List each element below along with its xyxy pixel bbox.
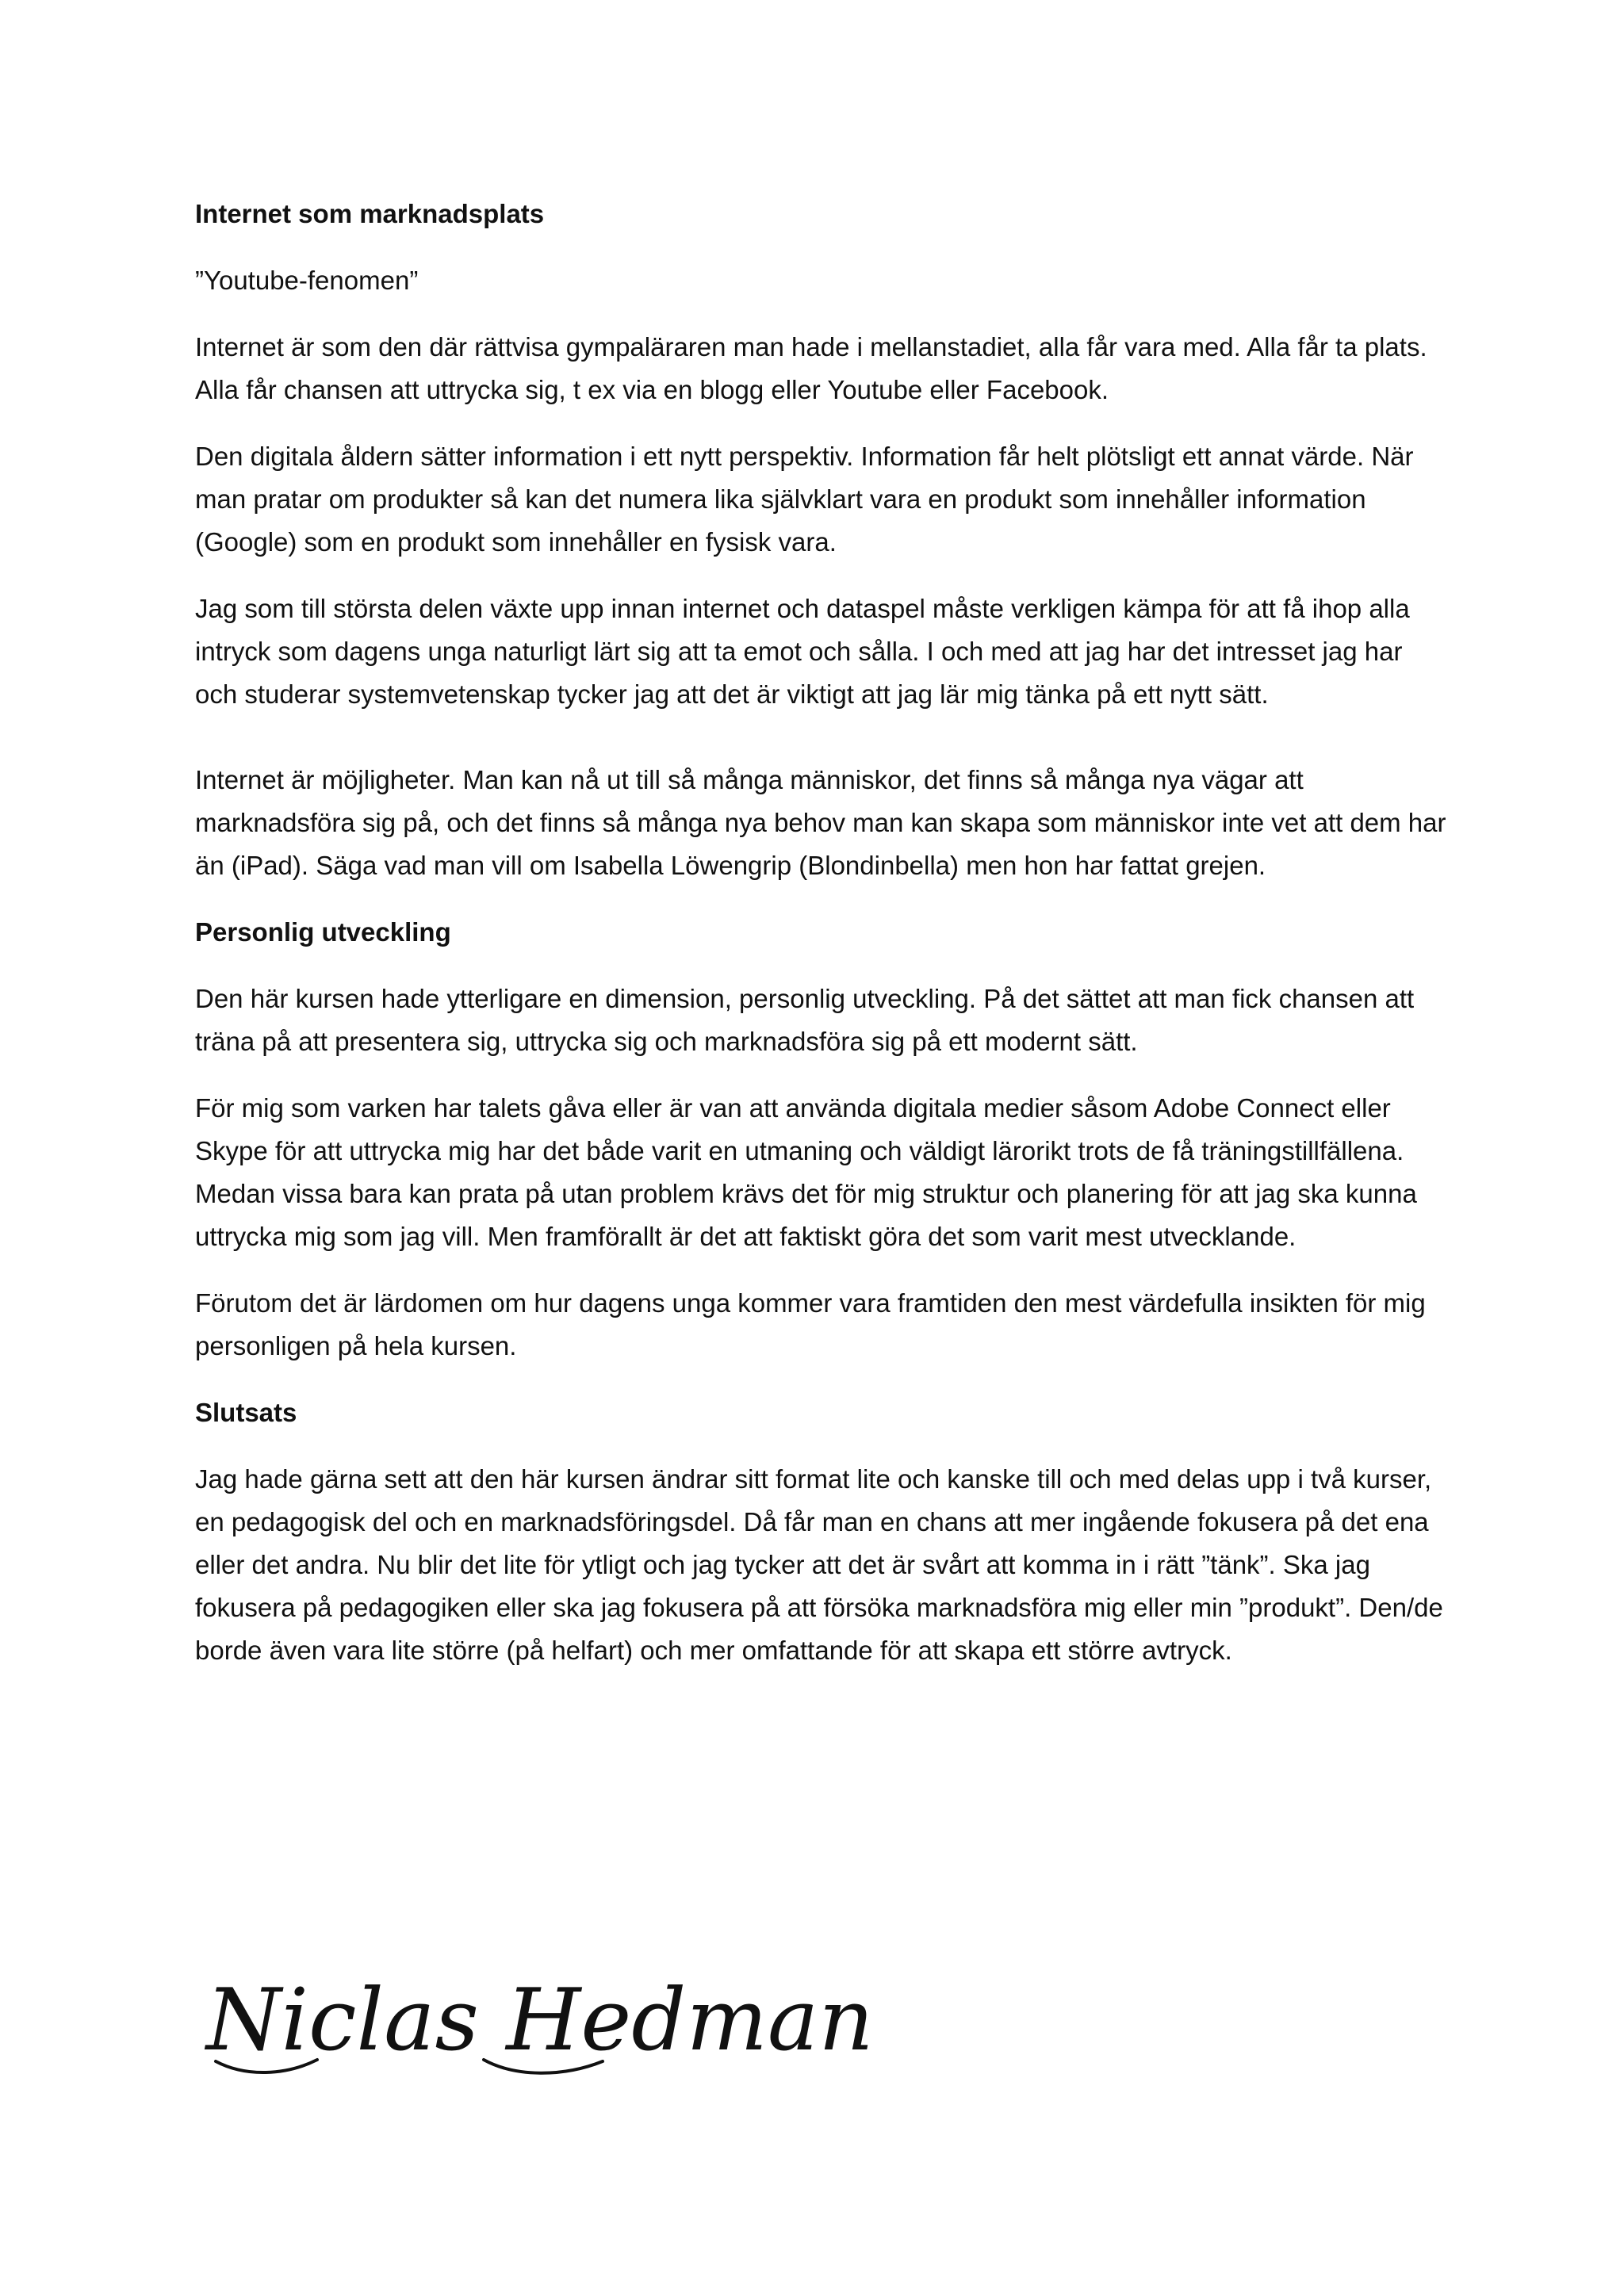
paragraph: Den digitala åldern sätter information i ett nytt perspektiv. Information får helt plötsligt ett annat värde. När man pratar om produkter så kan det numera lika självklart vara en produkt som innehåller information (Google) som en produkt som innehåller en fysisk vara. (195, 442, 1414, 557)
paragraph: Den här kursen hade ytterligare en dimension, personlig utveckling. På det sättet att man fick chansen att träna på att presentera sig, uttrycka sig och marknadsföra sig på ett modernt sätt. (195, 984, 1415, 1056)
signature (198, 1958, 874, 2093)
section-heading-internet: Internet som marknadsplats (195, 199, 545, 228)
section-heading-conclusion: Slutsats (195, 1398, 297, 1427)
signature-text: Niclas Hedman (206, 1971, 874, 2070)
paragraph: Internet är som den där rättvisa gympaläraren man hade i mellanstadiet, alla får vara med. Alla får ta plats. Alla får chansen att uttrycka sig, t ex via en blogg eller Youtube eller Facebook. (195, 332, 1427, 404)
paragraph: Jag hade gärna sett att den här kursen ändrar sitt format lite och kanske till och med delas upp i två kurser, en pedagogisk del och en marknadsföringsdel. Då får man en chans att mer ingående fokusera på det ena eller det andra. Nu blir det lite för ytligt och jag tycker att det är svårt att komma in i rätt ”tänk”. Ska jag fokusera på pedagogiken eller ska jag fokusera på att försöka marknadsföra mig eller min ”produkt”. Den/de borde även vara lite större (på helfart) och mer omfattande för att skapa ett större avtryck. (195, 1464, 1443, 1665)
paragraph-subtitle: ”Youtube-fenomen” (195, 266, 419, 295)
paragraph: Jag som till största delen växte upp innan internet och dataspel måste verkligen kämpa för att få ihop alla intryck som dagens unga naturligt lärt sig att ta emot och sålla. I och med att jag har det intresset jag har och studerar systemvetenskap tycker jag att det är viktigt att jag lär mig tänka på ett nytt sätt. (195, 594, 1410, 709)
paragraph: Förutom det är lärdomen om hur dagens unga kommer vara framtiden den mest värdefulla insikten för mig personligen på hela kursen. (195, 1288, 1426, 1360)
signature-graphic (198, 1958, 874, 2093)
section-heading-personal: Personlig utveckling (195, 917, 451, 947)
paragraph: För mig som varken har talets gåva eller är van att använda digitala medier såsom Adobe Connect eller Skype för att uttrycka mig har det både varit en utmaning och väldigt lärorikt trots de få träningstillfällena. Medan vissa bara kan prata på utan problem krävs det för mig struktur och planering för att jag ska kunna uttrycka mig som jag vill. Men framförallt är det att faktiskt göra det som varit mest utvecklande. (195, 1093, 1417, 1251)
paragraph: Internet är möjligheter. Man kan nå ut till så många människor, det finns så många nya vägar att marknadsföra sig på, och det finns så många nya behov man kan skapa som människor inte vet att dem har än (iPad). Säga vad man vill om Isabella Löwengrip (Blondinbella) men hon har fattat grejen. (195, 765, 1446, 880)
document-body (195, 193, 1448, 1696)
